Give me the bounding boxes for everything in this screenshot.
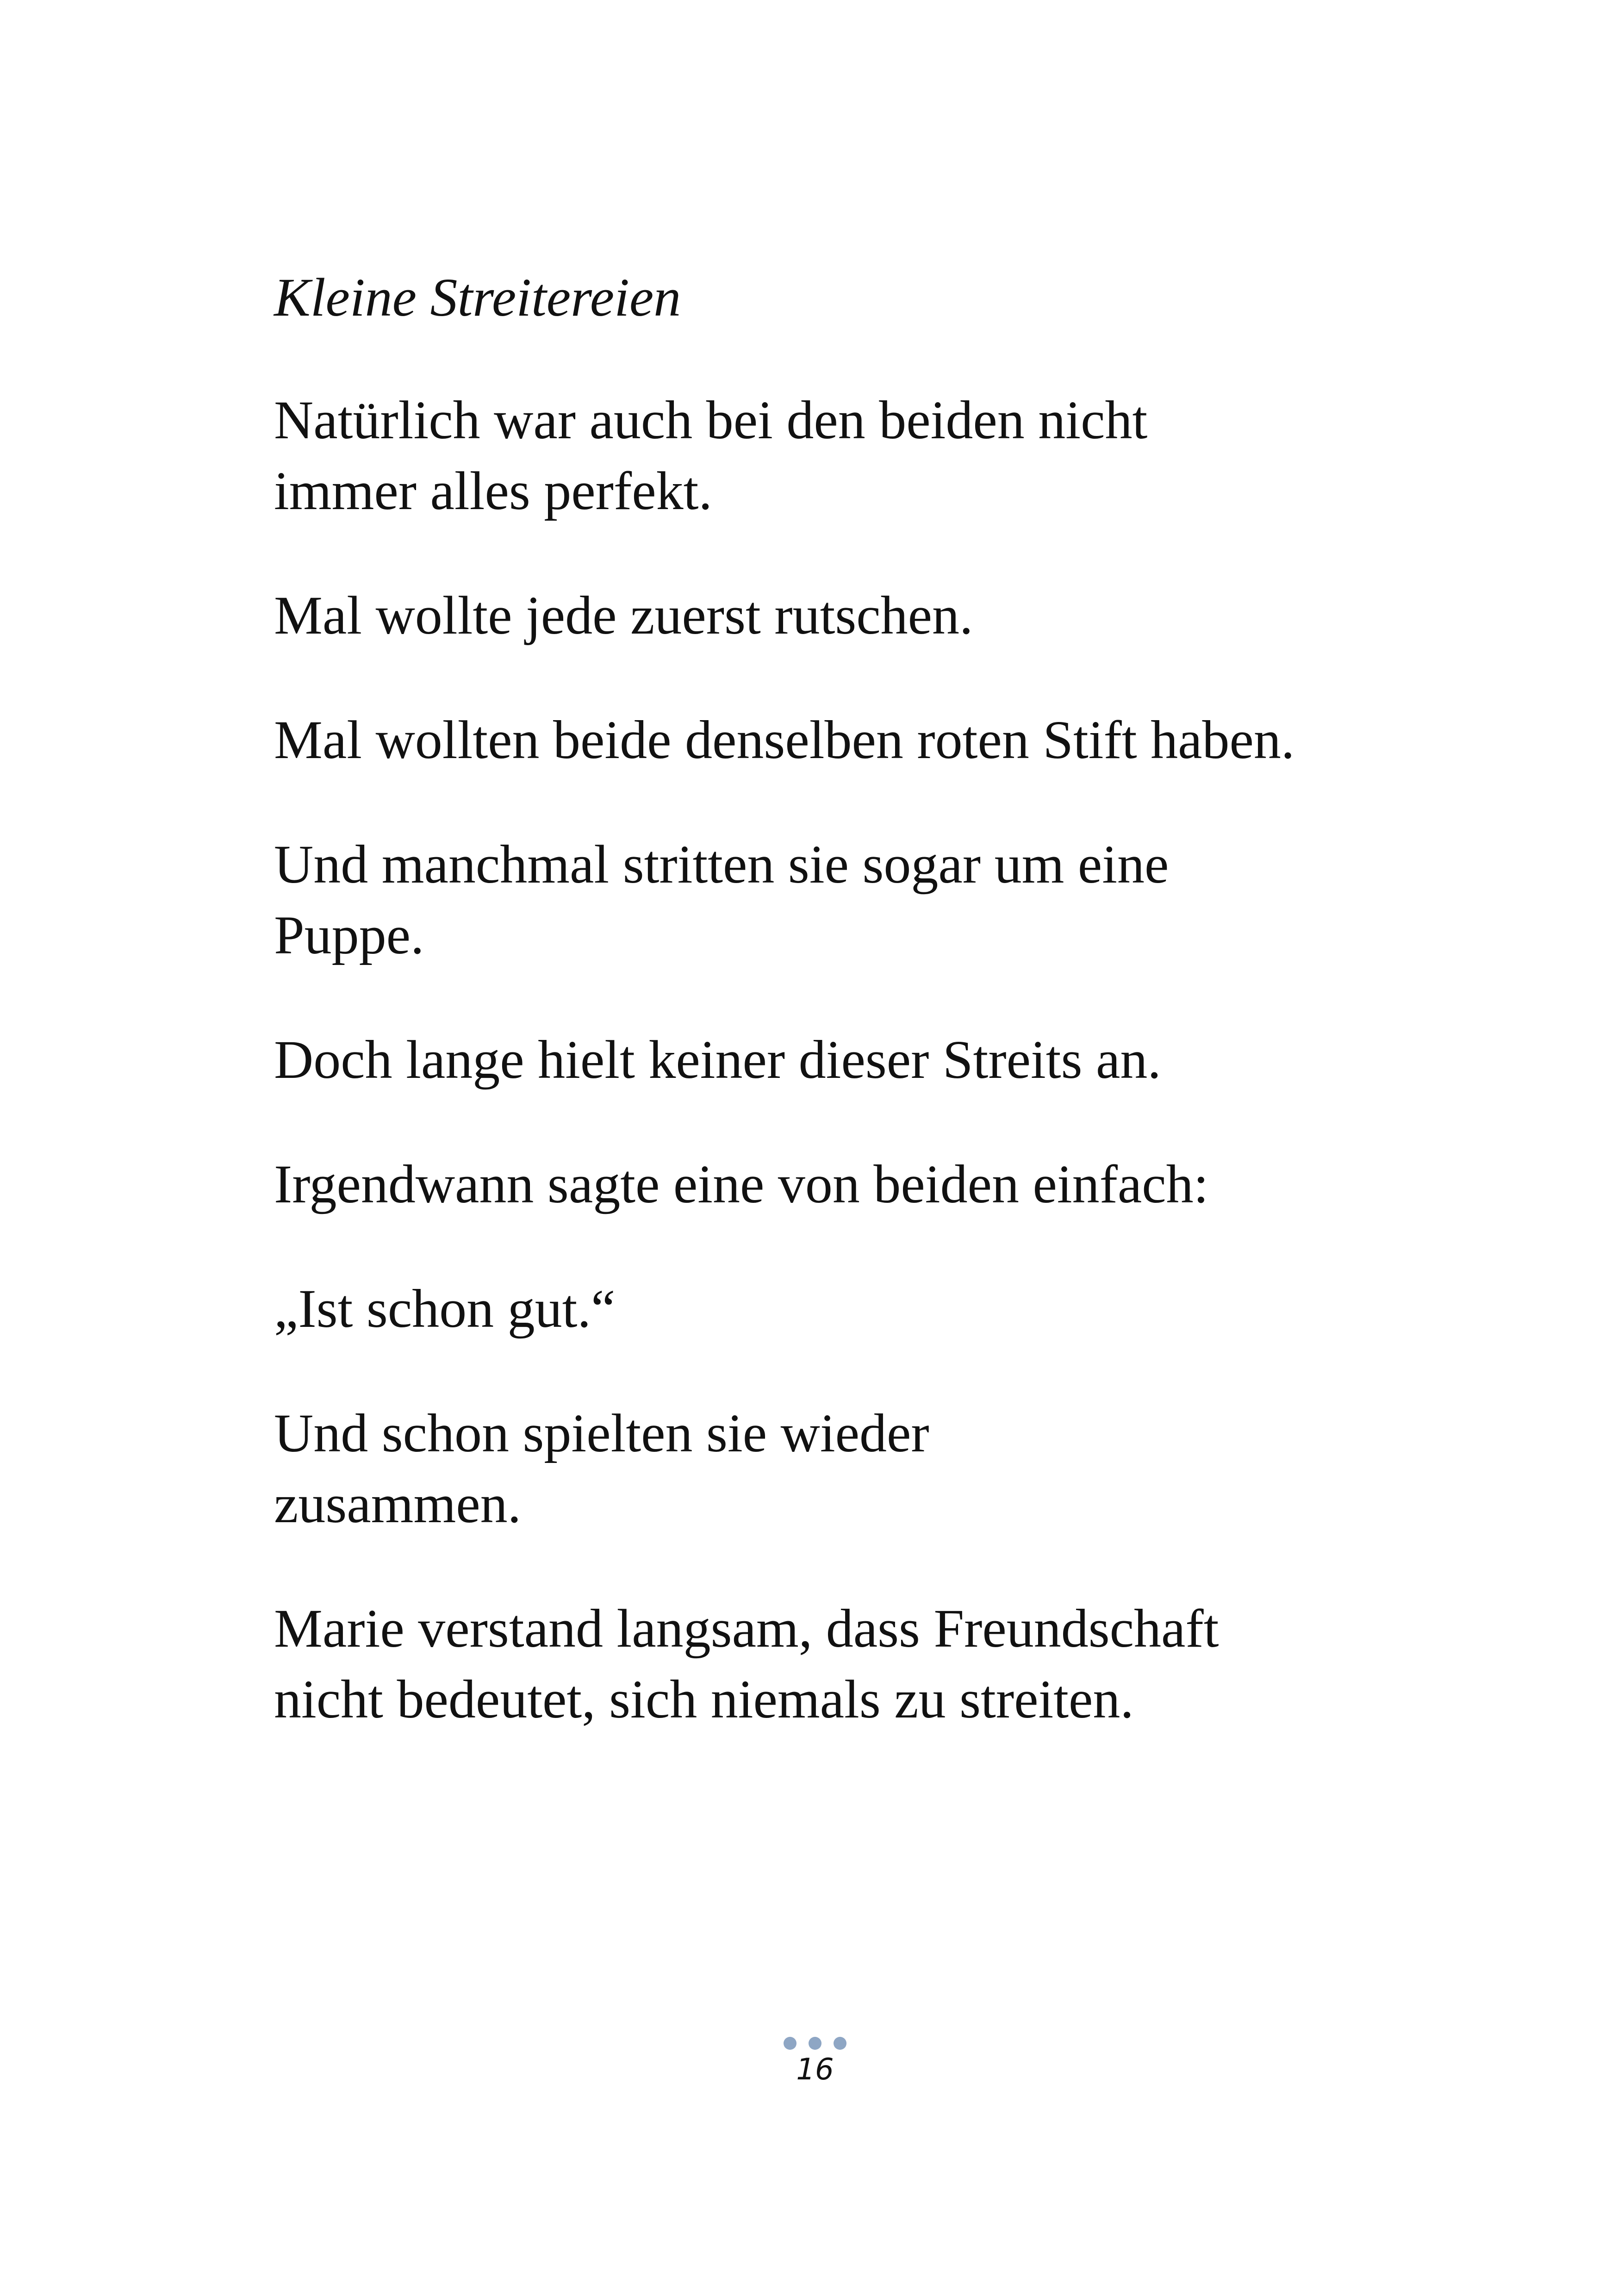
paragraph: „Ist schon gut.“ bbox=[274, 1278, 616, 1339]
paragraph: Mal wollte jede zuerst rutschen. bbox=[274, 585, 973, 646]
page-number: 16 bbox=[796, 2053, 834, 2087]
paragraph: Marie verstand langsam, dass Freundschaft nicht bedeutet, sich niemals zu streiten. bbox=[274, 1598, 1219, 1730]
dot-icon bbox=[784, 2037, 797, 2050]
page-footer bbox=[766, 2035, 864, 2088]
paragraph: Irgendwann sagte eine von beiden einfach: bbox=[274, 1154, 1209, 1214]
paragraph: Und manchmal stritten sie sogar um eine Puppe. bbox=[274, 834, 1169, 965]
paragraph: Mal wollten beide denselben roten Stift haben. bbox=[274, 709, 1295, 770]
dot-icon bbox=[809, 2037, 821, 2050]
paragraph: Und schon spielten sie wieder zusammen. bbox=[274, 1403, 929, 1534]
paragraph: Doch lange hielt keiner dieser Streits an. bbox=[274, 1029, 1161, 1090]
chapter-title: Kleine Streitereien bbox=[274, 267, 681, 328]
dot-icon bbox=[834, 2037, 846, 2050]
page-content bbox=[274, 263, 1394, 1788]
three-dots-ornament-icon bbox=[766, 2035, 864, 2051]
paragraph: Natürlich war auch bei den beiden nicht immer alles perfekt. bbox=[274, 390, 1148, 521]
